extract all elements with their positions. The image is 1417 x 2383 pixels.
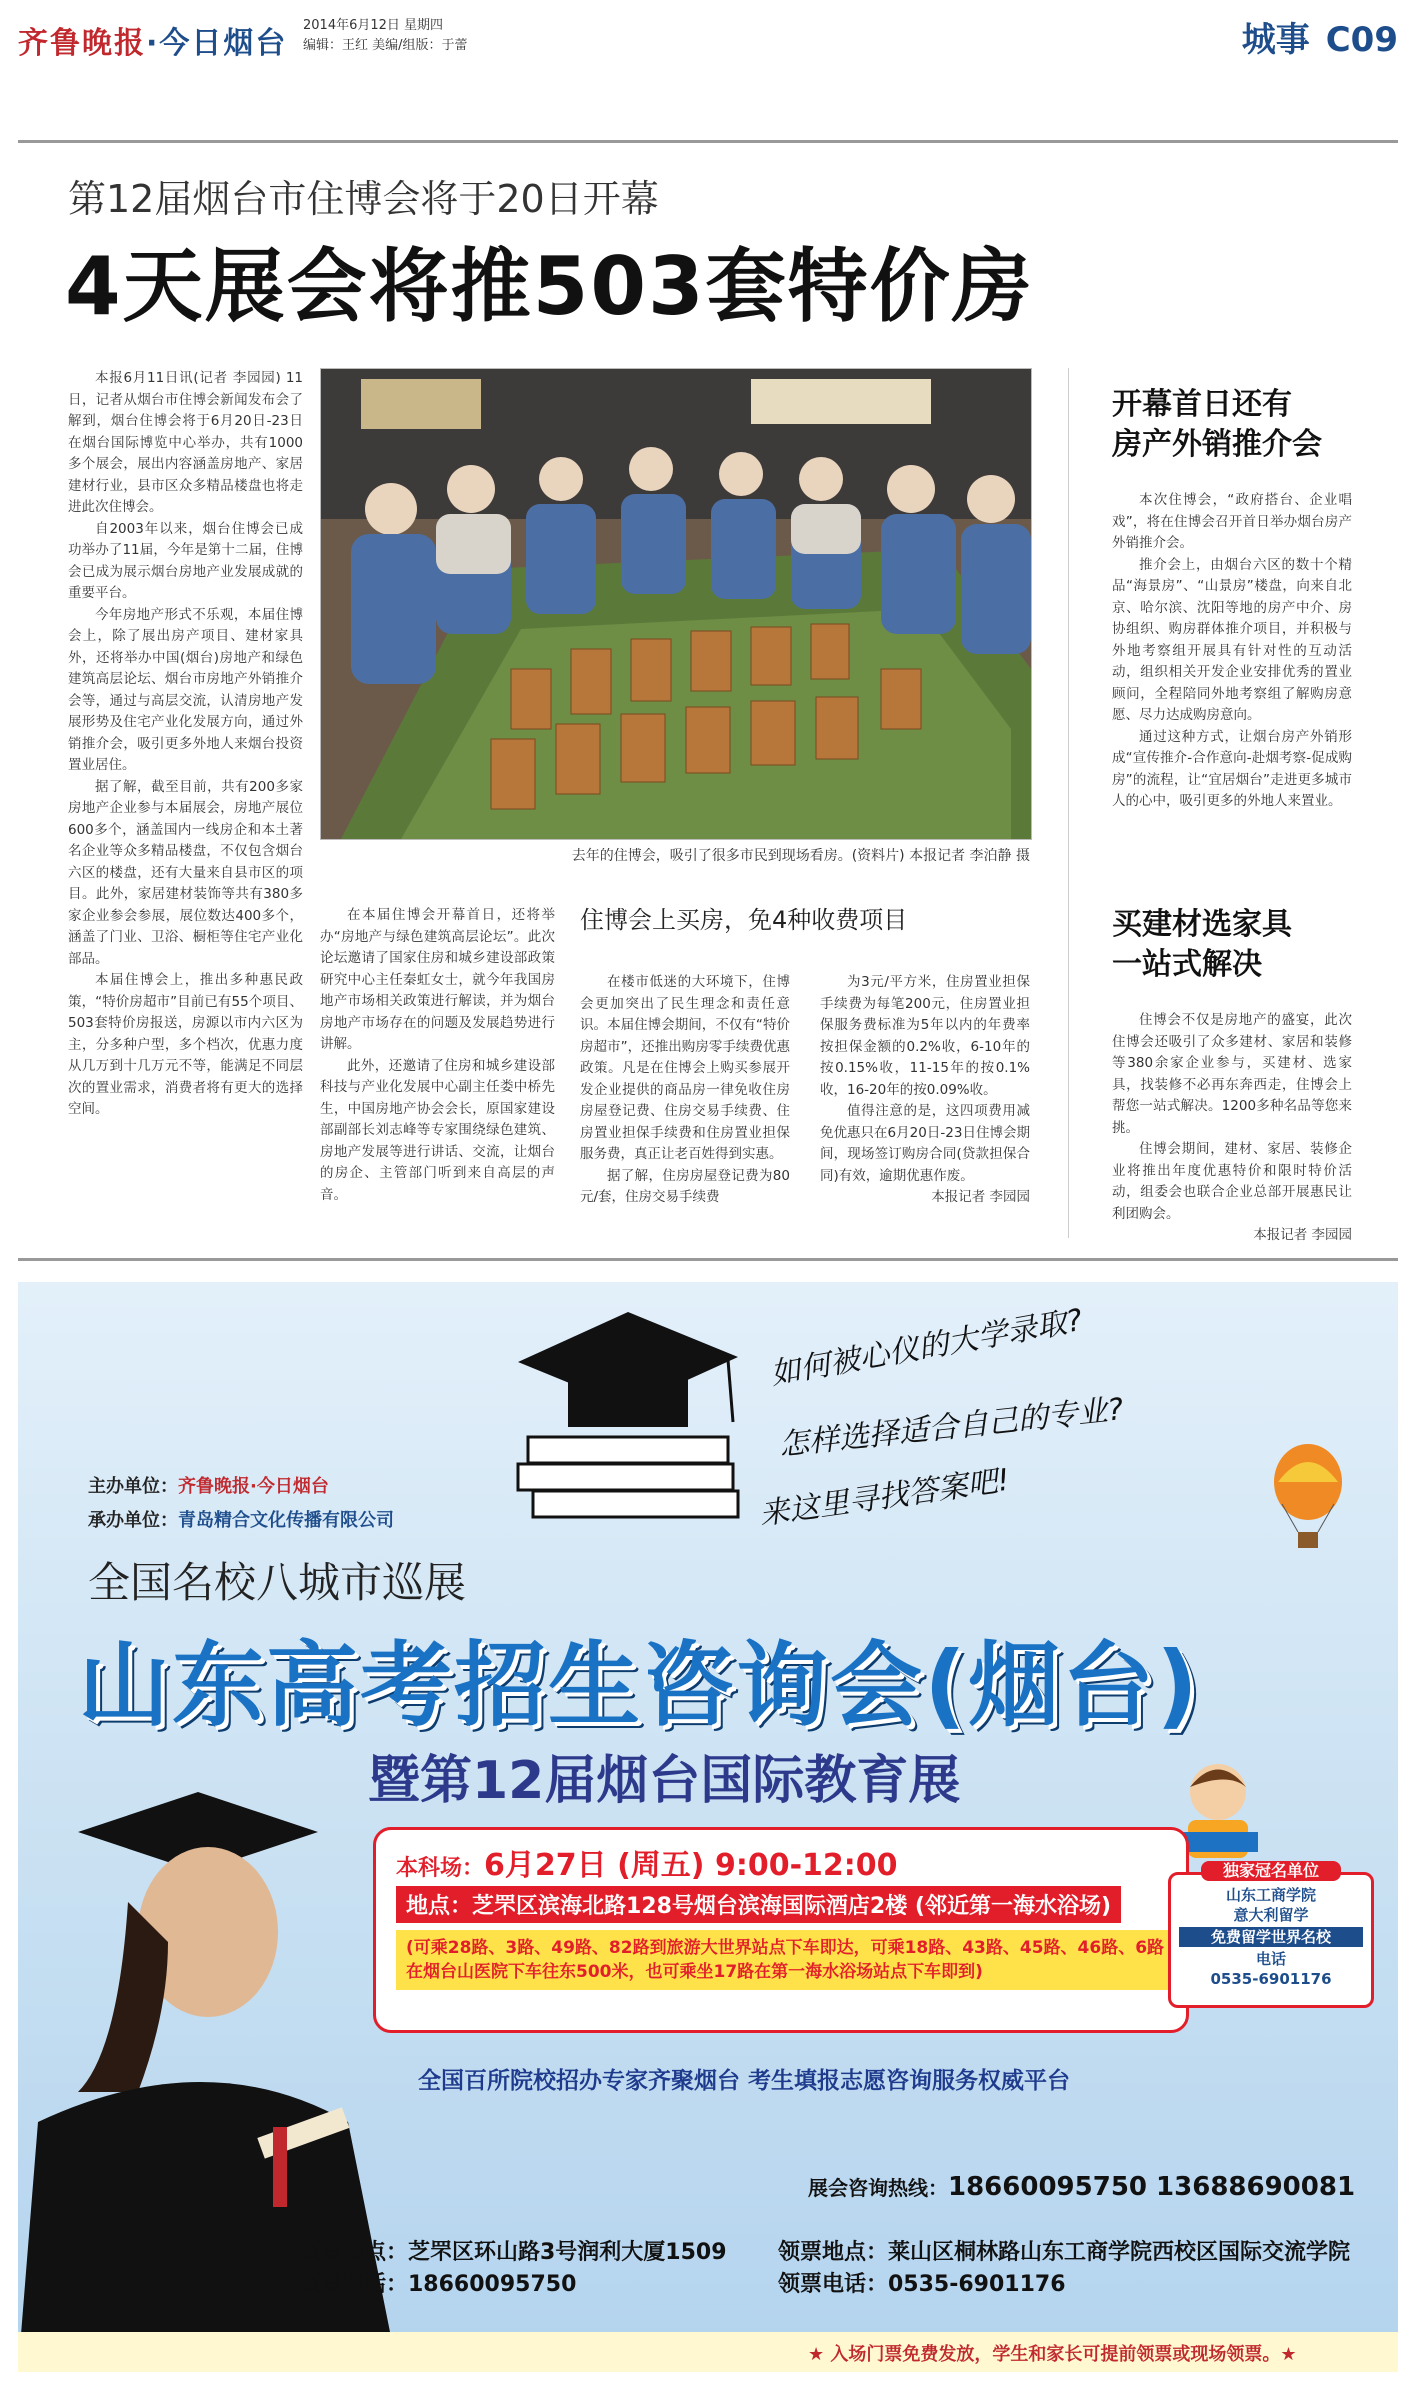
issue-date: 2014年6月12日 星期四: [303, 18, 444, 33]
ad-hoster: 主办单位：齐鲁晚报·今日烟台: [88, 1476, 329, 1497]
article-column-4: 为3元/平方米，住房置业担保手续费为每笔200元，住房置业担保服务费标准为5年以内的年费率按担保金额的0.2%收，6-10年的按0.15%收，11-15年的按0.1%收，16-20年的按0.09%收。 值得注意的是，这四项费用减免优惠只在6月20日-23日住博会期间，现场签订购房合同(贷款担保合同)有效，逾期优惠作废。 本报记者 李园园: [820, 972, 1030, 1209]
byline: 本报记者 李园园: [1253, 1227, 1352, 1243]
article-kicker: 第12届烟台市住博会将于20日开幕: [68, 177, 659, 221]
ad-question-2: 怎样选择适合自己的专业?: [777, 1391, 1126, 1463]
ad-date: 本科场：6月27日 (周五) 9:00-12:00: [396, 1848, 898, 1883]
ad-tour-title: 全国名校八城市巡展: [88, 1558, 467, 1607]
article-bottom-rule: [18, 1258, 1398, 1261]
sidebar-2-title: 买建材选家具 一站式解决: [1112, 907, 1292, 982]
article-headline: 4天展会将推503套特价房: [65, 240, 1034, 333]
ad-question-1: 如何被心仪的大学录取?: [767, 1302, 1086, 1393]
ad-platform-slogan: 全国百所院校招办专家齐聚烟台 考生填报志愿咨询服务权威平台: [418, 2068, 1071, 2094]
byline: 本报记者 李园园: [931, 1189, 1030, 1205]
page-number: C09: [1325, 20, 1398, 60]
article-column-2: 在本届住博会开幕首日，还将举办“房地产与绿色建筑高层论坛”。此次论坛邀请了国家住房和城乡建设部政策研究中心主任秦虹女士，就今年我国房地产市场相关政策进行解读，并为烟台房地产市场存在的问题及发展趋势进行讲解。 此外，还邀请了住房和城乡建设部科技与产业化发展中心副主任娄中桥先生，中国房地产协会会长，原国家建设部副部长刘志峰等专家围绕绿色建筑、房地产发展等进行讲话、交流，让烟台的房企、主管部门听到来自高层的声音。: [320, 907, 555, 1203]
ad-main-title: 山东高考招生咨询会(烟台): [78, 1632, 1201, 1739]
ad-hotline: 展会咨询热线：18660095750 13688690081: [808, 2172, 1356, 2202]
article-subhead: 住博会上买房，免4种收费项目: [580, 906, 908, 934]
ad-sponsor-box: 独家冠名单位 山东工商学院 意大利留学 免费留学世界名校 电话 0535-6901176: [1168, 1872, 1374, 2008]
ticket-point-1: 领票地点：芝罘区环山路3号润利大厦1509 领票电话：18660095750: [298, 2240, 727, 2297]
section-label: 城事 C09: [1241, 20, 1398, 60]
newspaper-brand: 齐鲁晚报·今日烟台: [18, 26, 288, 61]
ad-schedule-box: [373, 1827, 1189, 2033]
masthead: [18, 10, 1398, 140]
ad-question-3: 来这里寻找答案吧!: [757, 1462, 1012, 1533]
header-rule: [18, 140, 1398, 143]
sidebar-2-text: 住博会不仅是房地产的盛宴，此次住博会还吸引了众多建材、家居和装修等380余家企业参与，买建材、选家具，找装修不必再东奔西走，住博会上帮您一站式解决。1200多种名品等您来挑。 住博会期间，建材、家居、装修企业将推出年度优惠特价和限时特价活动，组委会也联合企业总部开展惠民让利团购会。 本报记者 李园园: [1112, 1010, 1352, 1247]
ticket-point-2: 领票地点：莱山区桐林路山东工商学院西校区国际交流学院 领票电话：0535-6901176: [778, 2240, 1351, 2297]
ad-contractor: 承办单位：青岛精合文化传播有限公司: [88, 1510, 394, 1531]
ad-bus-route: (可乘28路、3路、49路、82路到旅游大世界站点下车即达，可乘18路、43路、45路、46路、6路在烟台山医院下车往东500米，也可乘坐17路在第一海水浴场站点下车即到): [396, 1930, 1186, 1990]
editors: 编辑：王红 美编/组版：于蕾: [303, 38, 468, 53]
column-divider: [1068, 368, 1069, 1238]
article-column-1: 本报6月11日讯(记者 李园园) 11日，记者从烟台市住博会新闻发布会了解到，烟台住博会将于6月20日-23日在烟台国际博览中心举办，共有1000多个展会，展出内容涵盖房地产、家居建材行业，县市区众多精品楼盘也将走进此次住博会。 自2003年以来，烟台住博会已成功举办了11届，今年是第十二届，住博会已成为展示烟台房地产业发展成就的重要平台。 今年房地产形式不乐观，本届住博会上，除了展出房产项目、建材家具外，还将举办中国(烟台)房地产和绿色建筑高层论坛、烟台市房地产外销推介会等，通过与高层交流，认清房地产发展形势及住宅产业化发展方向，通过外销推介会，吸引更多外地人来烟台投资置业居住。 据了解，截至目前，共有200多家房地产企业参与本届展会，房地产展位600多个，涵盖国内一线房企和本土著名企业等众多精品楼盘，不仅包含烟台六区的楼盘，还有大量来自县市区的项目。此外，家居建材装饰等共有380多家企业参会参展，展位数达400多个，涵盖了门业、卫浴、橱柜等住宅产业化部品。 本届住博会上，推出多种惠民政策，“特价房超市”目前已有55个项目、503套特价房报送，房源以市内六区为主，分多种户型，多个档次，优惠力度从几万到十几万元不等，能满足不同层次的置业需求，消费者将有更大的选择空间。: [68, 370, 303, 1117]
ad-venue: 地点：芝罘区滨海北路128号烟台滨海国际酒店2楼 (邻近第一海水浴场): [396, 1886, 1121, 1923]
photo-caption: 去年的住博会，吸引了很多市民到现场看房。(资料片) 本报记者 李泊静 摄: [571, 848, 1030, 864]
ad-subtitle: 暨第12届烟台国际教育展: [368, 1751, 961, 1811]
ad-footer-note: ★ 入场门票免费发放，学生和家长可提前领票或现场领票。★: [808, 2344, 1297, 2365]
issue-meta: [303, 16, 468, 56]
hot-air-balloon-icon: [1268, 1442, 1348, 1562]
education-expo-advertisement: [18, 1282, 1398, 2372]
sidebar-1-title: 开幕首日还有 房产外销推介会: [1112, 387, 1322, 462]
expo-photo: [320, 368, 1032, 840]
article-column-3: 在楼市低迷的大环境下，住博会更加突出了民生理念和责任意识。本届住博会期间，不仅有“特价房超市”，还推出购房零手续费优惠政策。凡是在住博会上购买参展开发企业提供的商品房一律免收住房房屋登记费、住房交易手续费、住房置业担保手续费和住房置业担保服务费，真正让老百姓得到实惠。 据了解，住房房屋登记费为80元/套，住房交易手续费: [580, 974, 790, 1205]
housing-model-photo: [321, 369, 1031, 839]
sponsor-title: 独家冠名单位: [1201, 1861, 1341, 1881]
graduation-cap-books-icon: [498, 1302, 758, 1542]
sidebar-1-text: 本次住博会，“政府搭台、企业唱戏”，将在住博会召开首日举办烟台房产外销推介会。 推介会上，由烟台六区的数十个精品“海景房”、“山景房”楼盘，向来自北京、哈尔滨、沈阳等地的房产中介、房协组织、购房群体推介项目，并积极与外地考察组开展具有针对性的互动活动，组织相关开发企业安排优秀的置业顾问，全程陪同外地考察组了解购房意愿、尽力达成购房意向。 通过这种方式，让烟台房产外销形成“宣传推介-合作意向-赴烟考察-促成购房”的流程，让“宜居烟台”走进更多城市人的心中，吸引更多的外地人来置业。: [1112, 492, 1352, 809]
